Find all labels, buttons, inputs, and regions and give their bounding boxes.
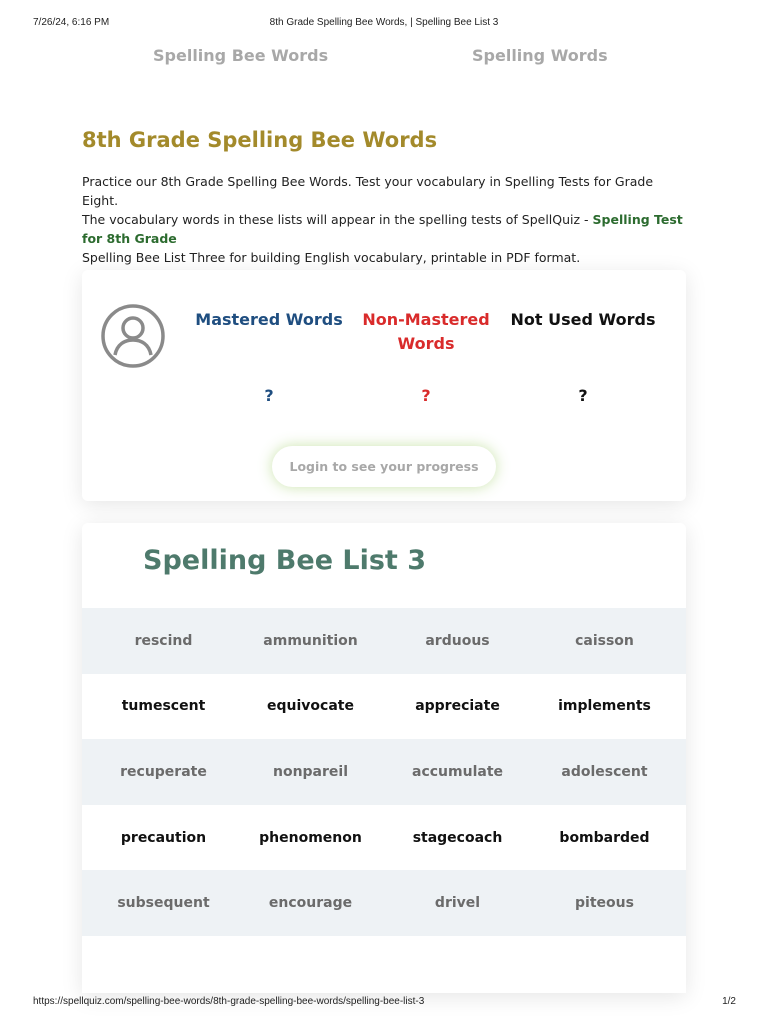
word-item[interactable]: recuperate <box>120 763 207 780</box>
word-item[interactable]: tumescent <box>121 698 206 715</box>
word-item[interactable]: piteous <box>575 895 634 912</box>
word-item[interactable]: precaution <box>120 829 207 846</box>
print-datetime: 7/26/24, 6:16 PM <box>33 17 110 28</box>
print-page-number: 1/2 <box>722 996 736 1007</box>
user-avatar-icon <box>100 304 166 368</box>
mastered-words-label: Mastered Words <box>195 310 343 329</box>
nav-link-spelling-bee-words[interactable]: Spelling Bee Words <box>153 46 329 65</box>
word-row <box>82 805 686 871</box>
word-item[interactable]: implements <box>558 698 651 715</box>
word-item[interactable]: equivocate <box>267 698 354 715</box>
word-item[interactable]: subsequent <box>117 895 210 912</box>
word-item[interactable]: accumulate <box>412 763 503 780</box>
non-mastered-words-count: ? <box>421 386 431 405</box>
not-used-words-label: Not Used Words <box>510 310 656 329</box>
word-item[interactable]: stagecoach <box>412 829 503 846</box>
word-row <box>82 739 686 805</box>
print-url: https://spellquiz.com/spelling-bee-words/8th-grade-spelling-bee-words/spelling-bee-list-3 <box>33 996 425 1007</box>
word-grid <box>82 608 686 936</box>
intro-text <box>82 172 692 267</box>
spelling-test-link[interactable]: Spelling Test for 8th Grade <box>82 212 683 246</box>
not-used-words-count: ? <box>578 386 588 405</box>
word-item[interactable]: ammunition <box>263 632 358 649</box>
word-item[interactable]: bombarded <box>559 829 650 846</box>
word-item[interactable]: appreciate <box>415 698 500 715</box>
top-nav <box>0 46 768 70</box>
print-header <box>0 17 768 31</box>
print-footer <box>0 996 768 1010</box>
login-progress-button[interactable]: Login to see your progress <box>272 446 496 487</box>
intro-line-1: Practice our 8th Grade Spelling Bee Words. Test your vocabulary in Spelling Tests for Grade Eight. <box>82 174 654 208</box>
page-title: 8th Grade Spelling Bee Words <box>82 128 438 152</box>
nav-link-spelling-words[interactable]: Spelling Words <box>472 46 608 65</box>
word-item[interactable]: caisson <box>575 632 634 649</box>
word-row <box>82 674 686 740</box>
intro-line-3: Spelling Bee List Three for building English vocabulary, printable in PDF format. <box>82 250 581 265</box>
mastered-words-count: ? <box>264 386 274 405</box>
word-list-card <box>82 523 686 993</box>
non-mastered-words-label: Non-Mastered Words <box>362 310 490 353</box>
word-item[interactable]: phenomenon <box>259 829 362 846</box>
word-item[interactable]: arduous <box>425 632 490 649</box>
word-item[interactable]: drivel <box>434 895 481 912</box>
intro-line-2-text: The vocabulary words in these lists will appear in the spelling tests of SpellQuiz - <box>82 212 593 227</box>
word-list-title: Spelling Bee List 3 <box>143 545 427 576</box>
word-row <box>82 870 686 936</box>
word-item[interactable]: encourage <box>268 895 353 912</box>
intro-line-2 <box>82 210 692 248</box>
word-row <box>82 608 686 674</box>
word-item[interactable]: rescind <box>134 632 193 649</box>
word-item[interactable]: adolescent <box>561 763 648 780</box>
progress-card <box>82 270 686 501</box>
print-page-title: 8th Grade Spelling Bee Words, | Spelling Bee List 3 <box>269 17 499 28</box>
word-item[interactable]: nonpareil <box>272 763 349 780</box>
